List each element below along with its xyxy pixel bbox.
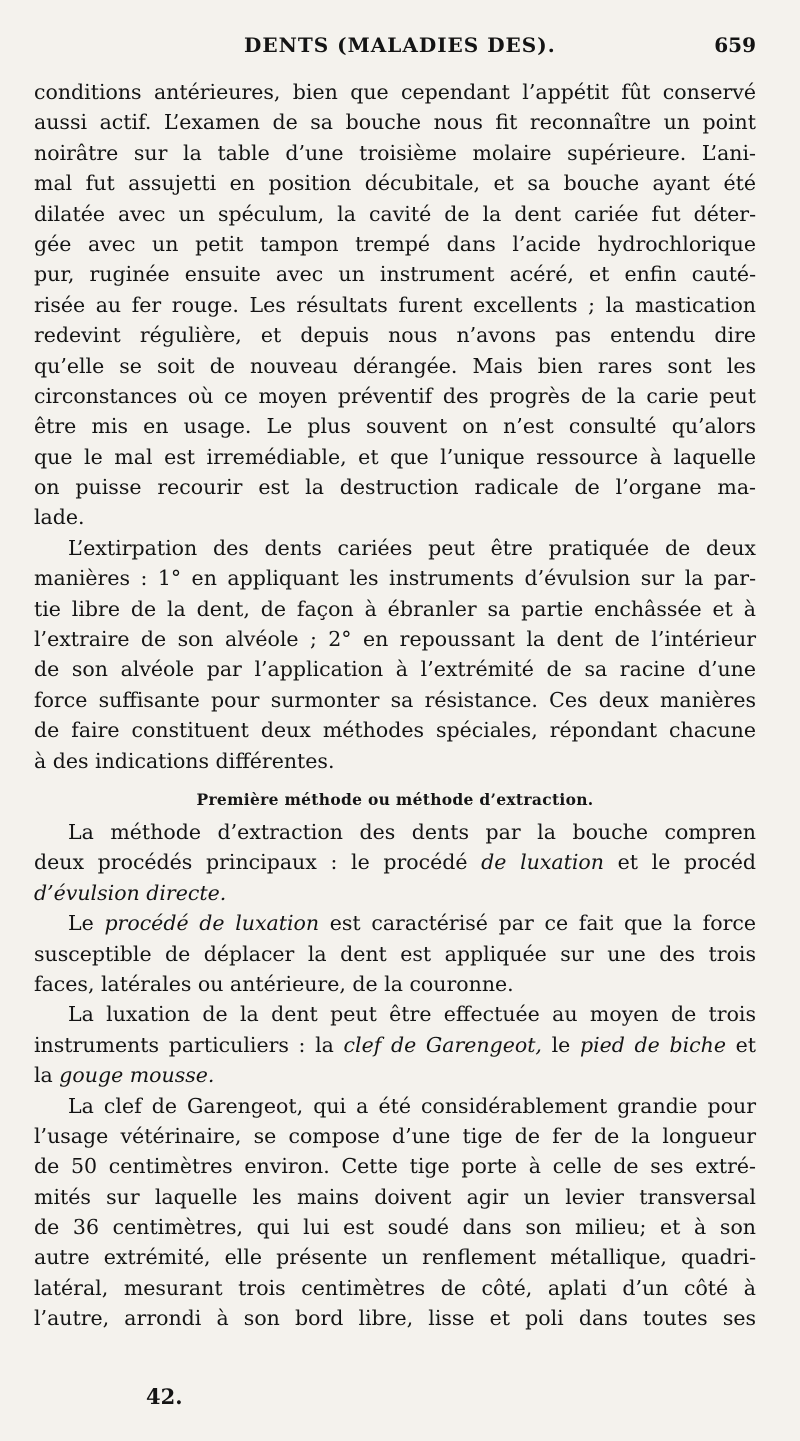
- text-line: faces, latérales ou antérieure, de la couronne.: [34, 971, 514, 996]
- italic-term: d’évulsion directe.: [34, 880, 227, 905]
- text-run: le: [541, 1032, 580, 1057]
- text-line: [34, 878, 756, 908]
- text-line: de 50 centimètres environ. Cette tige porte à celle de ses extré-: [34, 1154, 756, 1179]
- text-line: dilatée avec un spéculum, la cavité de la dent cariée fut déter-: [34, 201, 756, 226]
- text-line: de son alvéole par l’application à l’extrémité de sa racine d’une: [34, 657, 756, 682]
- paragraph-6: [34, 1091, 756, 1334]
- text-line: La clef de Garengeot, qui a été considérablement grandie pour: [68, 1093, 756, 1118]
- paragraph-2: [34, 533, 756, 776]
- text-line: l’autre, arrondi à son bord libre, lisse et poli dans toutes ses: [34, 1306, 756, 1331]
- text-run: Le: [68, 911, 105, 936]
- italic-term: clef de Garengeot,: [343, 1032, 542, 1057]
- text-line: [34, 1030, 756, 1060]
- page-header: [34, 33, 756, 63]
- text-line: mal fut assujetti en position décubitale, et sa bouche ayant été: [34, 171, 756, 196]
- text-line: aussi actif. L’examen de sa bouche nous fit reconnaître un point: [34, 110, 756, 135]
- text-line: être mis en usage. Le plus souvent on n’est consulté qu’alors: [34, 414, 756, 439]
- text-line: La luxation de la dent peut être effectuée au moyen de trois: [68, 1002, 756, 1027]
- text-line: de 36 centimètres, qui lui est soudé dans son milieu; et à son: [34, 1215, 756, 1240]
- text-line: à des indications différentes.: [34, 748, 335, 773]
- text-line: [34, 1060, 756, 1090]
- text-line: l’extraire de son alvéole ; 2° en repoussant la dent de l’intérieur: [34, 627, 756, 652]
- italic-term: procédé de luxation: [104, 911, 320, 936]
- text-run: est caractérisé par ce fait que la force: [319, 911, 757, 936]
- text-line: on puisse recourir est la destruction radicale de l’organe ma-: [34, 475, 756, 500]
- paragraph-3: [34, 817, 756, 908]
- text-line: [34, 908, 756, 938]
- italic-term: gouge mousse.: [59, 1063, 215, 1088]
- text-line: que le mal est irremédiable, et que l’unique ressource à laquelle: [34, 444, 756, 469]
- italic-term: de luxation: [481, 850, 604, 875]
- text-run: deux procédés principaux : le procédé: [34, 850, 482, 875]
- section-heading: Première méthode ou méthode d’extraction.: [196, 789, 594, 809]
- running-title: DENTS (MALADIES DES).: [244, 33, 556, 57]
- text-line: La méthode d’extraction des dents par la bouche compren: [68, 819, 756, 844]
- italic-term: pied de biche: [579, 1032, 726, 1057]
- text-line: gée avec un petit tampon trempé dans l’acide hydrochlorique: [34, 231, 756, 256]
- text-line: tie libre de la dent, de façon à ébranler sa partie enchâssée et à: [34, 596, 756, 621]
- text-line: [34, 847, 756, 877]
- text-line: mités sur laquelle les mains doivent agir un levier transversal: [34, 1184, 756, 1209]
- page-number: 659: [714, 33, 756, 57]
- text-line: manières : 1° en appliquant les instruments d’évulsion sur la par-: [34, 566, 756, 591]
- page-body: [34, 77, 756, 1334]
- text-line: susceptible de déplacer la dent est appliquée sur une des trois: [34, 941, 756, 966]
- paragraph-1: [34, 77, 756, 533]
- text-line: redevint régulière, et depuis nous n’avons pas entendu dire: [34, 323, 756, 348]
- text-line: lade.: [34, 505, 85, 530]
- paragraph-4: [34, 908, 756, 999]
- paragraph-5: [34, 999, 756, 1090]
- text-run: la: [34, 1063, 60, 1088]
- text-line: L’extirpation des dents cariées peut être pratiquée de deux: [68, 535, 756, 560]
- text-line: circonstances où ce moyen préventif des progrès de la carie peut: [34, 383, 756, 408]
- text-run: instruments particuliers : la: [34, 1032, 344, 1057]
- text-line: qu’elle se soit de nouveau dérangée. Mais bien rares sont les: [34, 353, 756, 378]
- text-line: force suffisante pour surmonter sa résistance. Ces deux manières: [34, 687, 756, 712]
- text-line: de faire constituent deux méthodes spéciales, répondant chacune: [34, 718, 756, 743]
- text-run: et le procéd: [603, 850, 756, 875]
- text-line: autre extrémité, elle présente un renflement métallique, quadri-: [34, 1245, 756, 1270]
- signature-mark: 42.: [146, 1384, 183, 1409]
- text-line: conditions antérieures, bien que cependant l’appétit fût conservé: [34, 80, 756, 104]
- text-line: latéral, mesurant trois centimètres de côté, aplati d’un côté à: [34, 1275, 756, 1300]
- text-run: et: [725, 1032, 756, 1057]
- text-line: risée au fer rouge. Les résultats furent excellents ; la mastication: [34, 292, 756, 317]
- text-line: pur, ruginée ensuite avec un instrument acéré, et enfin cauté-: [34, 262, 756, 287]
- text-line: l’usage vétérinaire, se compose d’une tige de fer de la longueur: [34, 1123, 756, 1148]
- text-line: noirâtre sur la table d’une troisième molaire supérieure. L’ani-: [34, 140, 756, 165]
